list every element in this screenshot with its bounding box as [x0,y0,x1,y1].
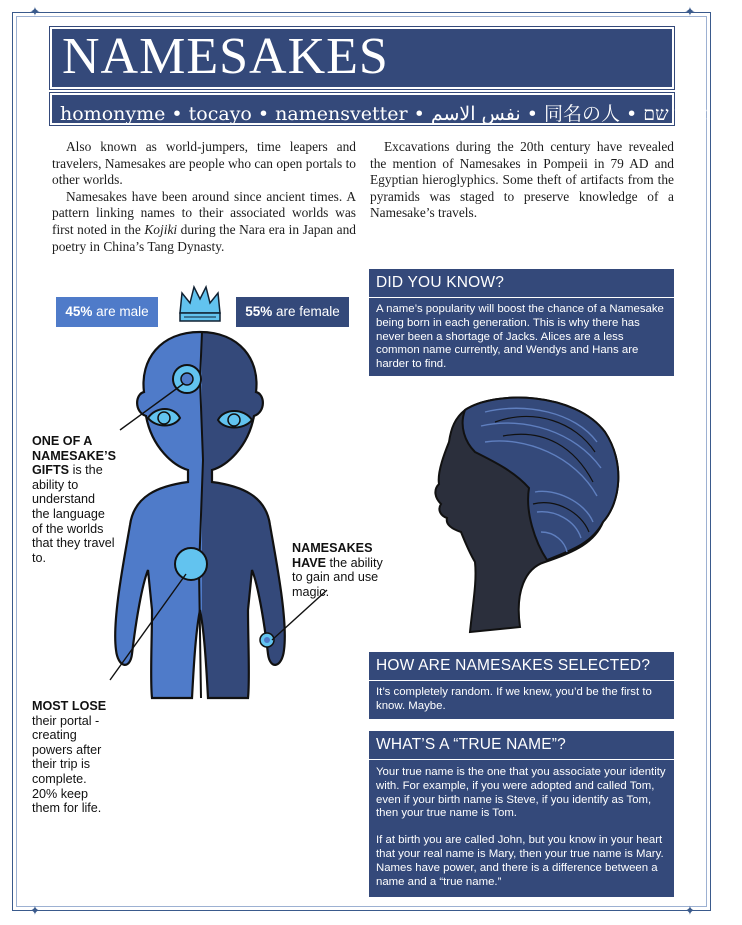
intro-paragraph-1: Also known as world-jumpers, time leapers and travelers, Namesakes are people who can open portals to other worlds. [52,139,356,188]
did-you-know-box [369,298,674,376]
true-name-paragraph-2: If at birth you are called John, but you know in your heart that your real name is Mary, then your true name is Mary. Names have power, and there is a difference between a name and a “true name.” [376,834,664,888]
corner-ornament-icon: ✦ [29,904,41,919]
selected-heading: HOW ARE NAMESAKES SELECTED? [369,652,674,680]
male-stat-badge: 45% are male [56,297,158,327]
true-name-heading: WHAT’S A “TRUE NAME”? [369,731,674,759]
did-you-know-heading: DID YOU KNOW? [369,269,674,297]
callout-magic: NAMESAKES HAVE the ability to gain and use magic. [292,541,383,599]
did-you-know-text: A name’s popularity will boost the chance of a Namesake being born in each generation. This is why there has never been a shortage of Jacks. Alices are a less common name currently, and Wendys and Hans are harder to find. [376,303,664,371]
corner-ornament-icon: ✦ [684,5,696,20]
corner-ornament-icon: ✦ [684,904,696,919]
intro-paragraph-3: Excavations during the 20th century have revealed the mention of Namesakes in Pompeii in 79 AD and Egyptian hieroglyphics. Some theft of artifacts from the pyramids was staged to preserve knowledge of a Namesake’s travels. [370,139,674,221]
selected-text: It’s completely random. If we knew, you’d be the first to know. Maybe. [376,686,652,712]
true-name-paragraph-1: Your true name is the one that you associate your identity with. For example, if you were adopted and called Tom, even if your birth name is Steve, if you identify as Tom, then your true name is Tom. [376,766,666,820]
intro-paragraph-2: Namesakes have been around since ancient times. A pattern linking names to their associated worlds was first noted in the Kojiki during the Nara era in Japan and poetry in China’s Tang Dynasty. [52,188,356,254]
callout-lose-powers: MOST LOSE their portal -creating powers after their trip is complete. 20% keep them for life. [32,699,107,816]
true-name-box [369,760,674,897]
selected-box [369,681,674,719]
callout-gifts: ONE OF A NAMESAKE’S GIFTS is the ability to understand the language of the worlds that they travel to. [32,434,116,565]
page-subtitle: homonyme • tocayo • namensvetter • نفس الاسم • 同名の人 • בעל אותו שם [60,103,742,125]
female-stat-badge: 55% are female [236,297,349,327]
page-title: NAMESAKES [62,28,389,85]
woman-silhouette-illustration [425,392,625,637]
corner-ornament-icon: ✦ [29,5,41,20]
